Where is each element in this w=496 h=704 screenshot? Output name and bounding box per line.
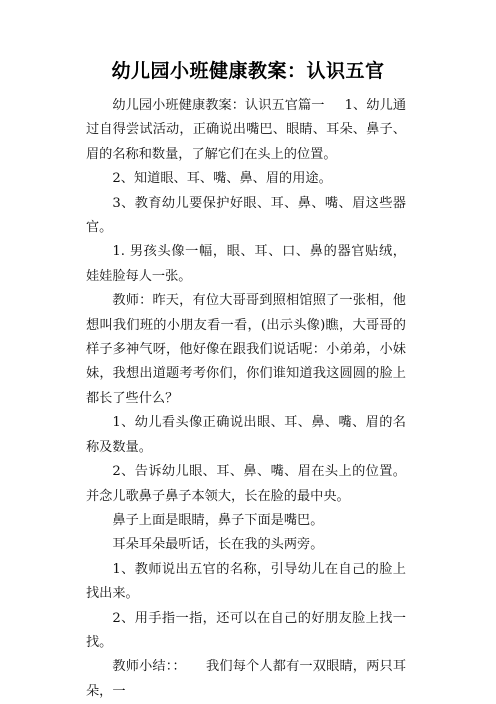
paragraph-lead: 幼儿园小班健康教案：认识五官篇一 [112, 98, 325, 113]
paragraph-6: 1、幼儿看头像正确说出眼、耳、鼻、嘴、眉的名称及数量。 [86, 415, 406, 455]
paragraph-11: 2、用手指一指，还可以在自己的好朋友脸上找一找。 [86, 610, 406, 650]
paragraph-9: 耳朵耳朵最听话，长在我的头两旁。 [112, 537, 324, 553]
paragraph-7: 2、告诉幼儿眼、耳、鼻、嘴、眉在头上的位置。并念儿歌鼻子鼻子本领大，长在脸的最中央。 [86, 464, 406, 504]
document-body [86, 94, 406, 704]
paragraph-12 [86, 655, 406, 704]
paragraph-lead: 教师小结：： [112, 659, 186, 675]
paragraph-5: 教师：昨天，有位大哥哥到照相馆照了一张相，他想叫我们班的小朋友看一看，(出示头像)瞧，大哥哥的样子多神气呀，他好像在跟我们说话呢：小弟弟，小妹妹，我想出道题考考你们，你们谁知道我这圆圆的脸上都长了些什么？ [86, 293, 406, 406]
paragraph-text: 我们每个人都有一双眼睛，两只耳朵，一 [86, 659, 407, 699]
paragraph-1 [86, 94, 406, 167]
paragraph-10: 1、教师说出五官的名称，引导幼儿在自己的脸上找出来。 [86, 561, 406, 602]
paragraph-8: 鼻子上面是眼睛，鼻子下面是嘴巴。 [112, 512, 324, 528]
document-title: 幼儿园小班健康教案：认识五官 [111, 60, 385, 82]
paragraph-2: 2、知道眼、耳、嘴、鼻、眉的用途。 [112, 171, 332, 187]
paragraph-text: 1、幼儿通过自得尝试活动，正确说出嘴巴、眼睛、耳朵、鼻子、眉的名称和数量，了解它们在头上的位置。 [86, 98, 407, 162]
paragraph-4: 1. 男孩头像一幅，眼、耳、口、鼻的器官贴绒，娃娃脸每人一张。 [86, 244, 406, 284]
paragraph-3: 3、教育幼儿要保护好眼、耳、鼻、嘴、眉这些器官。 [86, 195, 406, 236]
